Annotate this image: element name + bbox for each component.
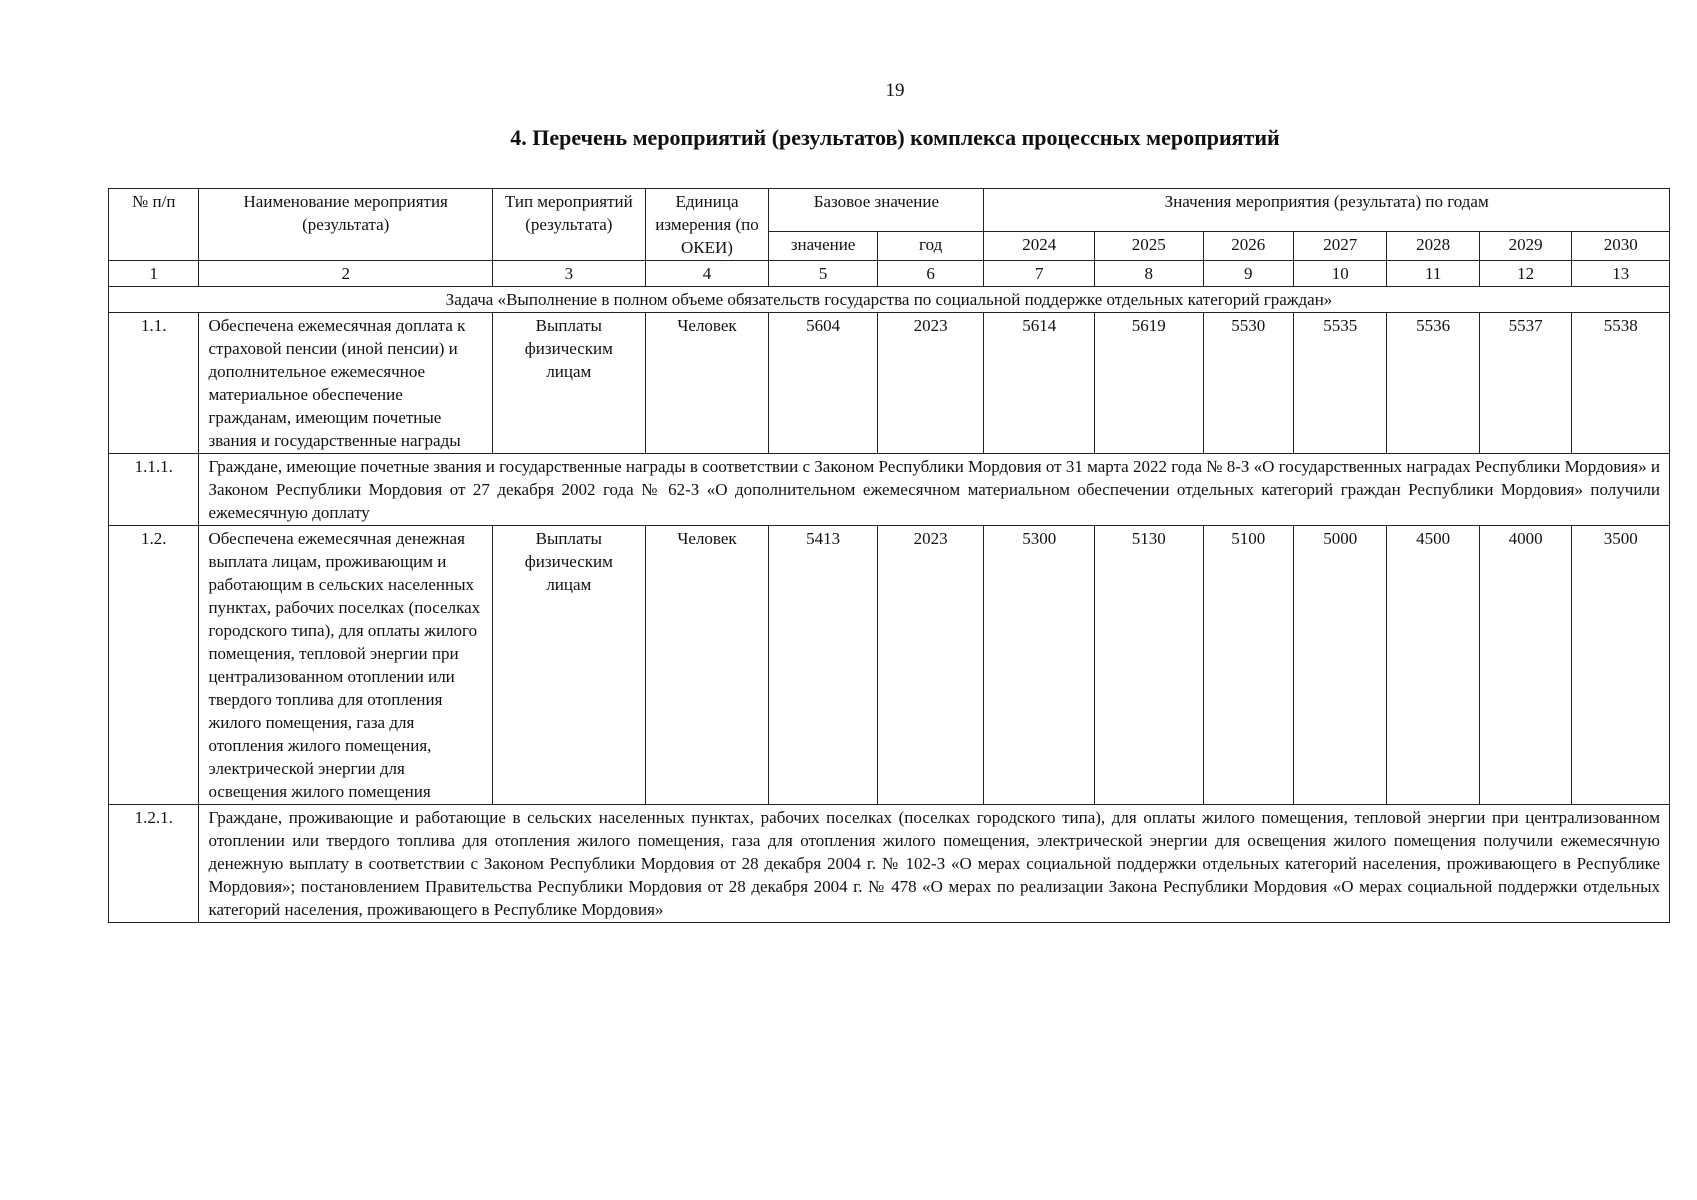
header-year: 2030: [1572, 232, 1670, 261]
row-year-value: 5537: [1479, 313, 1571, 454]
column-number: 2: [199, 261, 492, 287]
column-number: 3: [492, 261, 645, 287]
task-row: [109, 287, 1670, 313]
row-base-year: 2023: [877, 313, 984, 454]
row-base-value: 5604: [769, 313, 878, 454]
row-name: Обеспечена ежемесячная доплата к страховой пенсии (иной пенсии) и дополнительное ежемесячное материальное обеспечение гражданам, имеющим почетные звания и государственные награды: [199, 313, 492, 454]
page-number: 19: [885, 80, 905, 101]
header-row-1: [109, 189, 1670, 232]
note-row: [109, 805, 1670, 923]
note-num: 1.2.1.: [109, 805, 199, 923]
row-year-value: 5000: [1293, 526, 1386, 805]
column-number: 8: [1094, 261, 1203, 287]
note-text: Граждане, имеющие почетные звания и государственные награды в соответствии с Законом Республики Мордовия от 31 марта 2022 года № 8-З «О государственных наградах Республики Мордовия» и Законом Республики Мордовия от 27 декабря 2002 года № 62-З «О дополнительном ежемесячном материальном обеспечении отдельных категорий граждан Республики Мордовия» получили ежемесячную доплату: [199, 454, 1670, 526]
page-title: 4. Перечень мероприятий (результатов) комплекса процессных мероприятий: [510, 125, 1280, 150]
header-base-year: год: [877, 232, 984, 261]
row-year-value: 5130: [1094, 526, 1203, 805]
row-unit: Человек: [645, 313, 769, 454]
column-number: 9: [1203, 261, 1293, 287]
row-year-value: 3500: [1572, 526, 1670, 805]
row-num: 1.2.: [109, 526, 199, 805]
row-type: Выплаты физическим лицам: [492, 313, 645, 454]
table-row: [109, 526, 1670, 805]
row-type: Выплаты физическим лицам: [492, 526, 645, 805]
column-numbers-row: [109, 261, 1670, 287]
note-num: 1.1.1.: [109, 454, 199, 526]
column-number: 13: [1572, 261, 1670, 287]
row-year-value: 5536: [1387, 313, 1479, 454]
row-name: Обеспечена ежемесячная денежная выплата лицам, проживающим и работающим в сельских населенных пунктах, рабочих поселках (поселках городского типа), для оплаты жилого помещения, тепловой энергии при централизованном отоплении или твердого топлива для отопления жилого помещения, газа для отопления жилого помещения, электрической энергии для освещения жилого помещения: [199, 526, 492, 805]
header-year: 2027: [1293, 232, 1386, 261]
header-year: 2026: [1203, 232, 1293, 261]
column-number: 6: [877, 261, 984, 287]
row-year-value: 5535: [1293, 313, 1386, 454]
row-year-value: 5100: [1203, 526, 1293, 805]
header-base: Базовое значение: [769, 189, 984, 232]
header-num: № п/п: [109, 189, 199, 261]
column-number: 12: [1479, 261, 1571, 287]
column-number: 4: [645, 261, 769, 287]
task-text: Задача «Выполнение в полном объеме обязательств государства по социальной поддержке отдельных категорий граждан»: [109, 287, 1670, 313]
column-number: 10: [1293, 261, 1386, 287]
row-base-year: 2023: [877, 526, 984, 805]
header-year: 2024: [984, 232, 1095, 261]
column-number: 11: [1387, 261, 1479, 287]
column-number: 5: [769, 261, 878, 287]
row-year-value: 4500: [1387, 526, 1479, 805]
row-base-value: 5413: [769, 526, 878, 805]
note-row: [109, 454, 1670, 526]
note-text: Граждане, проживающие и работающие в сельских населенных пунктах, рабочих поселках (поселках городского типа), для оплаты жилого помещения, тепловой энергии при централизованном отоплении или твердого топлива для отопления жилого помещения, газа для отопления жилого помещения, электрической энергии для освещения жилого помещения получили ежемесячную денежную выплату в соответствии с Законом Республики Мордовия от 28 декабря 2004 г. № 102-З «О мерах социальной поддержки отдельных категорий населения, проживающего в Республике Мордовия»; постановлением Правительства Республики Мордовия от 28 декабря 2004 г. № 478 «О мерах по реализации Закона Республики Мордовия «О мерах социальной поддержки отдельных категорий населения, проживающего в Республике Мордовия»: [199, 805, 1670, 923]
row-year-value: 5530: [1203, 313, 1293, 454]
header-base-value: значение: [769, 232, 878, 261]
row-unit: Человек: [645, 526, 769, 805]
header-years-group: Значения мероприятия (результата) по годам: [984, 189, 1670, 232]
header-unit: Единица измерения (по ОКЕИ): [645, 189, 769, 261]
column-number: 1: [109, 261, 199, 287]
row-num: 1.1.: [109, 313, 199, 454]
header-year: 2028: [1387, 232, 1479, 261]
row-year-value: 4000: [1479, 526, 1571, 805]
column-number: 7: [984, 261, 1095, 287]
header-year: 2029: [1479, 232, 1571, 261]
row-year-value: 5614: [984, 313, 1095, 454]
header-year: 2025: [1094, 232, 1203, 261]
row-year-value: 5300: [984, 526, 1095, 805]
header-type: Тип мероприятий (результата): [492, 189, 645, 261]
row-year-value: 5538: [1572, 313, 1670, 454]
header-name: Наименование мероприятия (результата): [199, 189, 492, 261]
table-row: [109, 313, 1670, 454]
measures-table: [108, 188, 1670, 923]
row-year-value: 5619: [1094, 313, 1203, 454]
